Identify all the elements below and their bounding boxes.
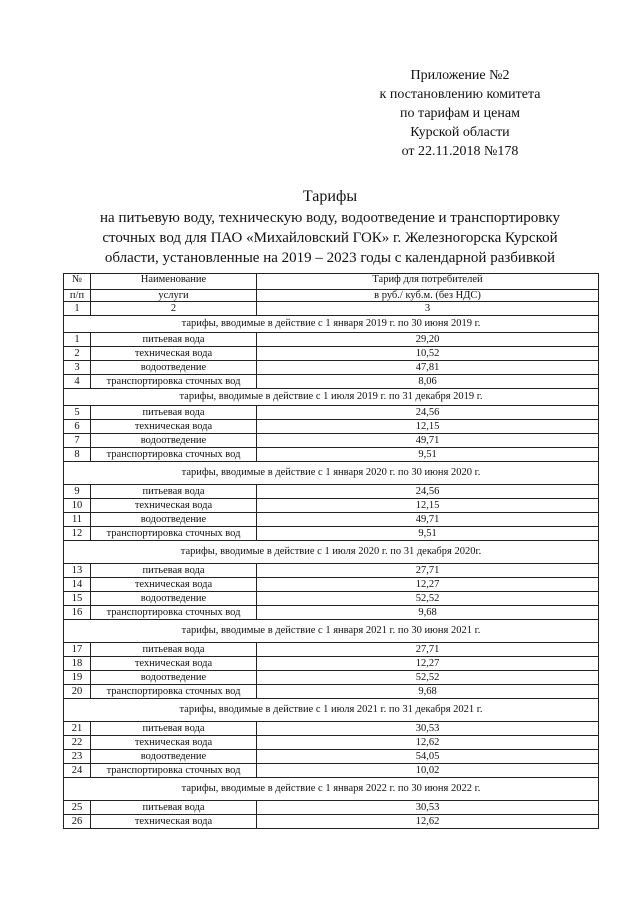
row-number: 17 [64,643,91,657]
period-label: тарифы, вводимые в действие с 1 июля 2020 г. по 31 декабря 2020г. [64,541,599,564]
header-tariff-line1: Тариф для потребителей [372,274,483,285]
row-service: техническая вода [91,420,257,434]
row-tariff: 10,52 [257,347,599,361]
table-row [64,643,599,657]
title-line: области, установленные на 2019 – 2023 годы с календарной разбивкой [104,250,556,266]
row-service: питьевая вода [91,333,257,347]
row-number: 10 [64,499,91,513]
header-num-2: п/п [64,290,91,302]
row-number: 25 [64,801,91,815]
header-tariff-2: в руб./ куб.м. (без НДС) [257,290,599,302]
col-number: 1 [64,302,91,316]
row-tariff: 47,81 [257,361,599,375]
col-number: 3 [257,302,599,316]
period-row [64,541,599,564]
table-row [64,592,599,606]
row-service: транспортировка сточных вод [91,764,257,778]
table-row [64,764,599,778]
table-row [64,736,599,750]
row-number: 7 [64,434,91,448]
header-service-2: услуги [91,290,257,302]
title-line: сточных вод для ПАО «Михайловский ГОК» г. Железногорска Курской [102,230,558,246]
row-tariff: 27,71 [257,643,599,657]
row-tariff: 30,53 [257,722,599,736]
period-row [64,778,599,801]
document-title [60,187,600,268]
tariff-table-body [64,274,599,829]
table-row [64,333,599,347]
row-service: питьевая вода [91,643,257,657]
row-service: питьевая вода [91,485,257,499]
row-tariff: 12,15 [257,499,599,513]
period-label: тарифы, вводимые в действие с 1 января 2021 г. по 30 июня 2021 г. [64,620,599,643]
row-tariff: 9,51 [257,527,599,541]
table-row [64,685,599,699]
period-label: тарифы, вводимые в действие с 1 января 2019 г. по 30 июня 2019 г. [64,316,599,333]
title-line: на питьевую воду, техническую воду, водоотведение и транспортировку [100,210,560,226]
row-tariff: 8,06 [257,375,599,389]
row-tariff: 49,71 [257,434,599,448]
row-service: транспортировка сточных вод [91,527,257,541]
row-number: 1 [64,333,91,347]
table-row [64,722,599,736]
row-service: водоотведение [91,592,257,606]
period-row [64,389,599,406]
row-tariff: 12,15 [257,420,599,434]
row-number: 11 [64,513,91,527]
row-service: техническая вода [91,736,257,750]
row-number: 24 [64,764,91,778]
table-row [64,564,599,578]
row-number: 21 [64,722,91,736]
row-number: 8 [64,448,91,462]
row-service: техническая вода [91,347,257,361]
row-service: питьевая вода [91,564,257,578]
row-tariff: 29,20 [257,333,599,347]
row-tariff: 9,68 [257,606,599,620]
row-tariff: 12,27 [257,657,599,671]
row-service: водоотведение [91,513,257,527]
row-tariff: 54,05 [257,750,599,764]
row-service: техническая вода [91,815,257,829]
row-number: 3 [64,361,91,375]
row-service: транспортировка сточных вод [91,606,257,620]
header-num-line1: № [71,274,83,285]
row-service: техническая вода [91,578,257,592]
row-service: питьевая вода [91,406,257,420]
period-row [64,462,599,485]
period-label: тарифы, вводимые в действие с 1 июля 2021 г. по 31 декабря 2021 г. [64,699,599,722]
row-number: 5 [64,406,91,420]
table-row [64,375,599,389]
column-number-row [64,302,599,316]
row-tariff: 10,02 [257,764,599,778]
table-row [64,527,599,541]
table-row [64,801,599,815]
row-service: питьевая вода [91,722,257,736]
row-number: 16 [64,606,91,620]
table-row [64,750,599,764]
annex-line: Приложение №2 [410,68,510,83]
table-row [64,434,599,448]
row-number: 12 [64,527,91,541]
row-number: 20 [64,685,91,699]
col-number: 2 [91,302,257,316]
row-service: транспортировка сточных вод [91,375,257,389]
row-tariff: 30,53 [257,801,599,815]
row-service: транспортировка сточных вод [91,685,257,699]
table-row [64,499,599,513]
row-tariff: 52,52 [257,592,599,606]
table-row [64,606,599,620]
tariff-table [63,273,599,829]
table-row [64,513,599,527]
header-service [91,274,257,290]
row-service: водоотведение [91,434,257,448]
table-row [64,671,599,685]
row-service: техническая вода [91,499,257,513]
row-number: 23 [64,750,91,764]
table-row [64,578,599,592]
row-number: 18 [64,657,91,671]
title-main: Тарифы [302,188,358,205]
table-row [64,361,599,375]
annex-block [360,66,560,161]
row-service: водоотведение [91,750,257,764]
annex-line: от 22.11.2018 №178 [401,144,519,159]
table-row [64,406,599,420]
row-tariff: 52,52 [257,671,599,685]
row-tariff: 12,27 [257,578,599,592]
row-service: питьевая вода [91,801,257,815]
period-label: тарифы, вводимые в действие с 1 июля 2019 г. по 31 декабря 2019 г. [64,389,599,406]
table-row [64,420,599,434]
row-number: 14 [64,578,91,592]
row-tariff: 9,68 [257,685,599,699]
row-number: 26 [64,815,91,829]
table-header-row-2 [64,290,599,302]
period-row [64,699,599,722]
row-service: водоотведение [91,671,257,685]
table-row [64,657,599,671]
header-tariff [257,274,599,290]
row-service: техническая вода [91,657,257,671]
table-row [64,448,599,462]
table-row [64,815,599,829]
period-row [64,316,599,333]
table-row [64,485,599,499]
row-tariff: 9,51 [257,448,599,462]
row-tariff: 27,71 [257,564,599,578]
annex-line: по тарифам и ценам [400,106,520,121]
row-number: 15 [64,592,91,606]
row-number: 6 [64,420,91,434]
row-tariff: 12,62 [257,736,599,750]
row-service: водоотведение [91,361,257,375]
row-number: 13 [64,564,91,578]
period-label: тарифы, вводимые в действие с 1 января 2022 г. по 30 июня 2022 г. [64,778,599,801]
row-tariff: 12,62 [257,815,599,829]
period-row [64,620,599,643]
table-row [64,347,599,361]
row-tariff: 24,56 [257,485,599,499]
row-number: 9 [64,485,91,499]
table-header-row [64,274,599,290]
row-number: 2 [64,347,91,361]
annex-line: к постановлению комитета [379,87,541,102]
period-label: тарифы, вводимые в действие с 1 января 2020 г. по 30 июня 2020 г. [64,462,599,485]
row-tariff: 49,71 [257,513,599,527]
row-service: транспортировка сточных вод [91,448,257,462]
header-num [64,274,91,290]
annex-line: Курской области [410,125,510,140]
row-number: 4 [64,375,91,389]
row-tariff: 24,56 [257,406,599,420]
row-number: 19 [64,671,91,685]
header-service-line1: Наименование [140,274,207,285]
row-number: 22 [64,736,91,750]
